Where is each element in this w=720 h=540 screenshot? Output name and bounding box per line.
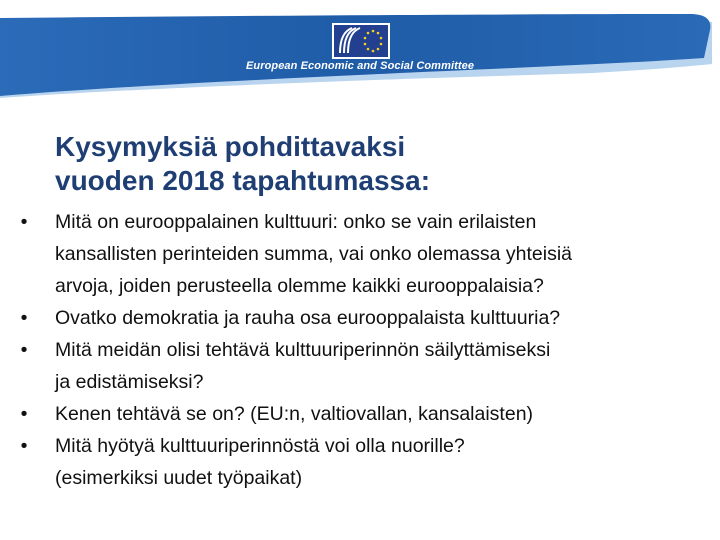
bullet-icon: • (20, 307, 28, 329)
slide-title-line-1: Kysymyksiä pohdittavaksi (55, 131, 406, 162)
list-item (18, 206, 698, 302)
list-item-text: Mitä hyötyä kulttuuriperinnöstä voi olla nuorille? (55, 435, 465, 457)
list-item-text: Mitä on eurooppalainen kulttuuri: onko se vain erilaisten (55, 211, 537, 233)
bullet-icon: • (20, 211, 28, 233)
list-item-text: (esimerkiksi uudet työpaikat) (55, 467, 303, 489)
bullet-icon: • (20, 435, 28, 457)
list-item-text: ja edistämiseksi? (55, 371, 204, 393)
list-item (18, 430, 698, 494)
list-item-text: Kenen tehtävä se on? (EU:n, valtiovallan, kansalaisten) (55, 403, 534, 425)
list-item (18, 398, 698, 430)
organization-name: European Economic and Social Committee (245, 60, 475, 72)
list-item-text: kansallisten perinteiden summa, vai onko olemassa yhteisiä (55, 243, 573, 265)
list-item (18, 302, 698, 334)
eesc-logo-icon (332, 23, 390, 59)
list-item (18, 334, 698, 398)
question-list (18, 206, 698, 494)
bullet-icon: • (20, 339, 28, 361)
slide-title-line-2: vuoden 2018 tapahtumassa: (55, 165, 431, 196)
slide-title (55, 130, 655, 198)
list-item-text: Mitä meidän olisi tehtävä kulttuuriperinnön säilyttämiseksi (55, 339, 551, 361)
header-banner (0, 0, 720, 110)
list-item-text: Ovatko demokratia ja rauha osa eurooppalaista kulttuuria? (55, 307, 561, 329)
bullet-icon: • (20, 403, 28, 425)
list-item-text: arvoja, joiden perusteella olemme kaikki eurooppalaisia? (55, 275, 544, 297)
